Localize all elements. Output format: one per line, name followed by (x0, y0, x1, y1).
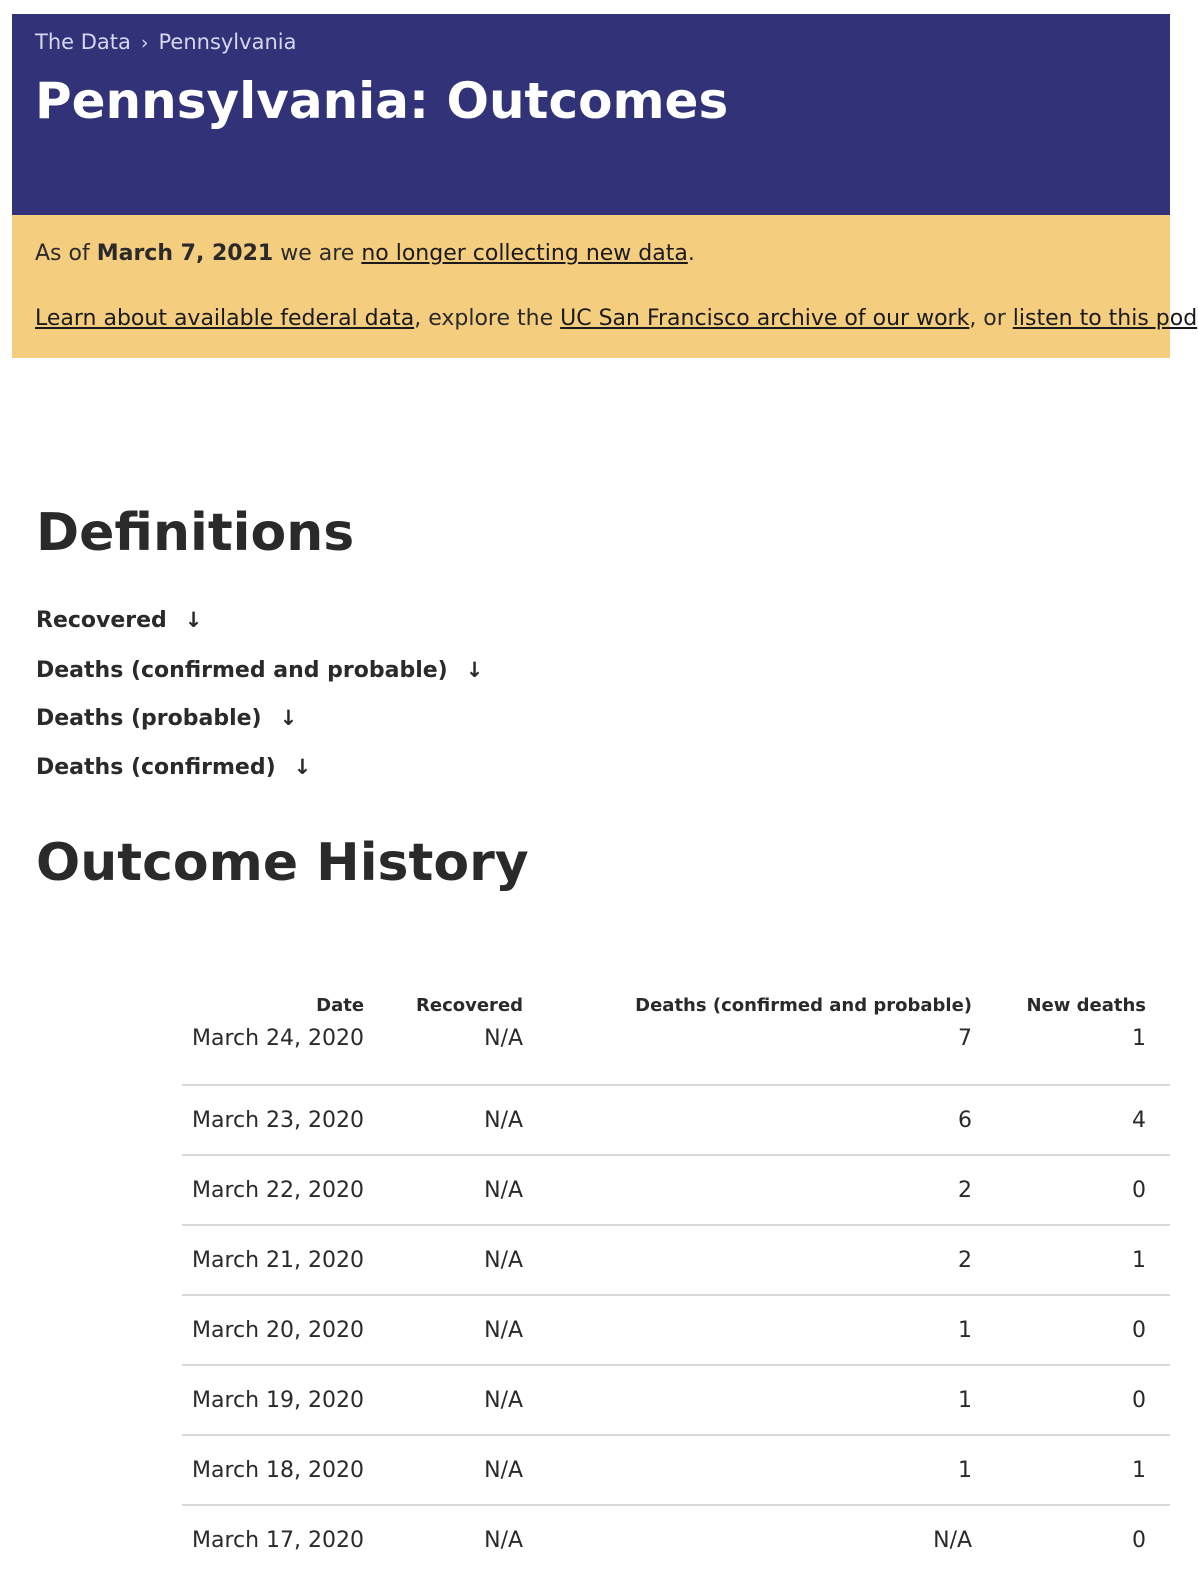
podcast-link[interactable]: listen to this pod (1012, 306, 1198, 331)
cell-deaths: 2 (958, 1247, 973, 1273)
table-row (182, 1225, 1170, 1295)
ucsf-archive-link[interactable]: UC San Francisco archive of our work (560, 306, 970, 331)
cell-date: March 17, 2020 (192, 1527, 365, 1553)
cell-deaths: 7 (958, 1026, 973, 1051)
definition-label: Deaths (confirmed) (36, 755, 276, 780)
cell-deaths: 1 (958, 1457, 973, 1483)
notice-text: , or (969, 306, 1013, 331)
cell-new-deaths: 1 (1132, 1026, 1146, 1051)
breadcrumb-link-pennsylvania[interactable]: Pennsylvania (158, 30, 297, 54)
cell-recovered: N/A (484, 1317, 524, 1343)
cell-recovered: N/A (484, 1527, 524, 1553)
breadcrumb-link-the-data[interactable]: The Data (35, 30, 131, 54)
table-header-row (182, 978, 1170, 1016)
notice-date: March 7, 2021 (96, 241, 274, 266)
cell-recovered: N/A (484, 1387, 524, 1413)
table-row (182, 1085, 1170, 1155)
chevron-right-icon: › (140, 32, 149, 54)
definition-toggle-deaths-confirmed-probable[interactable] (36, 658, 483, 683)
arrow-down-icon: ↓ (465, 658, 484, 682)
cell-date: March 19, 2020 (192, 1387, 365, 1413)
cell-new-deaths: 1 (1132, 1247, 1146, 1273)
arrow-down-icon: ↓ (279, 706, 298, 730)
column-header-deaths: Deaths (confirmed and probable) (635, 995, 973, 1016)
table-row (182, 1016, 1170, 1085)
federal-data-link[interactable]: Learn about available federal data (35, 306, 415, 331)
cell-date: March 24, 2020 (192, 1026, 365, 1051)
cell-deaths: 1 (958, 1387, 973, 1413)
cell-new-deaths: 0 (1132, 1527, 1146, 1553)
cell-date: March 22, 2020 (192, 1177, 365, 1203)
cell-new-deaths: 0 (1132, 1177, 1146, 1203)
cell-recovered: N/A (484, 1107, 524, 1133)
cell-new-deaths: 0 (1132, 1317, 1146, 1343)
cell-new-deaths: 4 (1132, 1107, 1146, 1133)
cell-recovered: N/A (484, 1457, 524, 1483)
table-row (182, 1155, 1170, 1225)
page-header (12, 14, 1170, 215)
definition-label: Recovered (36, 608, 167, 633)
cell-deaths: 1 (958, 1317, 973, 1343)
notice-line-1 (35, 241, 695, 266)
notice-text: As of (35, 241, 97, 266)
table-row (182, 1435, 1170, 1505)
cell-recovered: N/A (484, 1177, 524, 1203)
cell-deaths: 6 (958, 1107, 973, 1133)
cell-recovered: N/A (484, 1026, 524, 1051)
cell-deaths: 2 (958, 1177, 973, 1203)
notice-line-2 (35, 306, 1197, 331)
definition-label: Deaths (confirmed and probable) (36, 658, 448, 683)
cell-date: March 20, 2020 (192, 1317, 365, 1343)
cell-date: March 23, 2020 (192, 1107, 365, 1133)
no-longer-collecting-link[interactable]: no longer collecting new data (361, 241, 688, 266)
definition-toggle-deaths-confirmed[interactable] (36, 755, 311, 780)
table-row (182, 1295, 1170, 1365)
notice-text: , explore the (414, 306, 561, 331)
arrow-down-icon: ↓ (184, 608, 203, 632)
notice-text: . (687, 241, 695, 266)
arrow-down-icon: ↓ (293, 755, 312, 779)
column-header-date: Date (316, 995, 365, 1016)
outcome-history-table (182, 978, 1170, 1574)
outcome-history-heading: Outcome History (36, 833, 529, 893)
definition-label: Deaths (probable) (36, 706, 262, 731)
definition-toggle-recovered[interactable] (36, 608, 202, 633)
page-title: Pennsylvania: Outcomes (35, 72, 729, 130)
notice-text: we are (273, 241, 362, 266)
column-header-recovered: Recovered (416, 995, 524, 1016)
cell-date: March 21, 2020 (192, 1247, 365, 1273)
notice-banner (12, 215, 1198, 358)
cell-date: March 18, 2020 (192, 1457, 365, 1483)
cell-deaths: N/A (933, 1527, 973, 1553)
definition-toggle-deaths-probable[interactable] (36, 706, 297, 731)
cell-new-deaths: 1 (1132, 1457, 1146, 1483)
column-header-new-deaths: New deaths (1026, 995, 1146, 1016)
cell-recovered: N/A (484, 1247, 524, 1273)
breadcrumb (35, 30, 296, 54)
table-row (182, 1505, 1170, 1574)
cell-new-deaths: 0 (1132, 1387, 1146, 1413)
definitions-heading: Definitions (36, 503, 355, 563)
table-row (182, 1365, 1170, 1435)
